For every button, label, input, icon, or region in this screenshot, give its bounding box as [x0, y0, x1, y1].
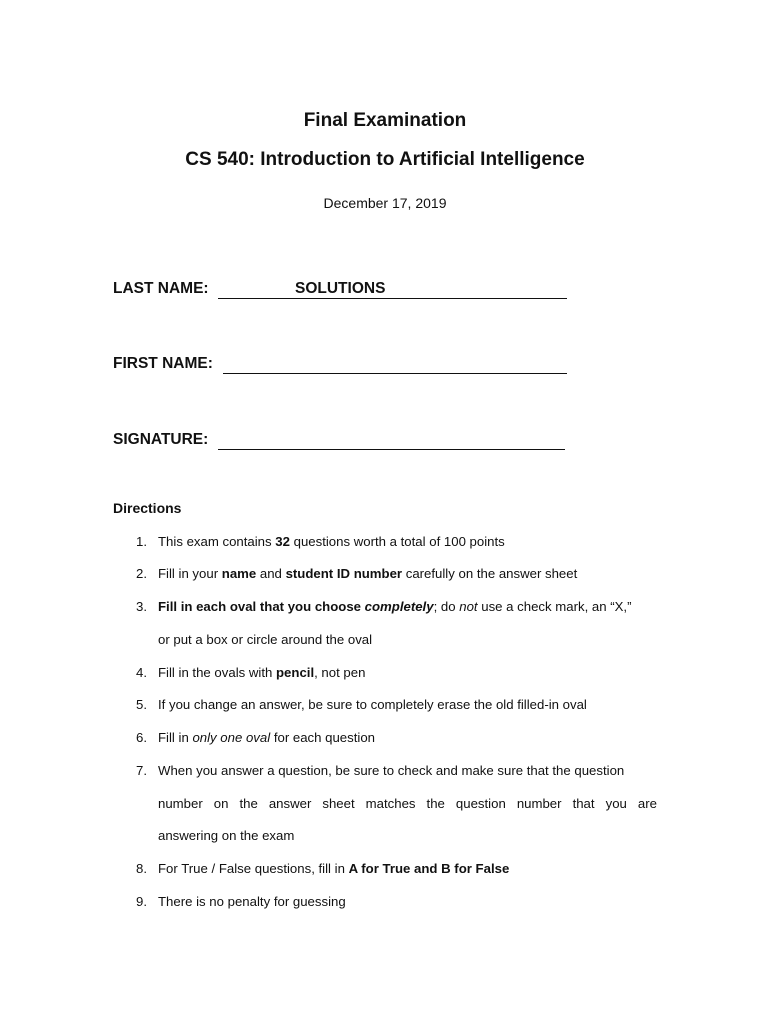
directions-heading: Directions — [113, 500, 182, 516]
first-name-label: FIRST NAME: — [113, 355, 213, 372]
direction-number: 2. — [136, 566, 147, 581]
signature-line — [218, 449, 565, 450]
direction-text: Fill in only one oval for each question — [158, 730, 375, 745]
signature-field — [113, 431, 208, 449]
direction-text: Fill in your name and student ID number carefully on the answer sheet — [158, 566, 578, 581]
direction-text: For True / False questions, fill in A for True and B for False — [158, 861, 510, 876]
direction-number: 9. — [136, 894, 147, 909]
direction-number: 1. — [136, 534, 147, 549]
direction-item-3-continued: or put a box or circle around the oval — [158, 632, 373, 647]
direction-number: 7. — [136, 763, 147, 778]
direction-item-7-line-3: answering on the exam — [158, 828, 295, 843]
last-name-field — [113, 280, 386, 298]
direction-number: 3. — [136, 599, 147, 614]
direction-number: 8. — [136, 861, 147, 876]
direction-number: 4. — [136, 665, 147, 680]
exam-title: Final Examination — [303, 110, 467, 131]
direction-text: Fill in the ovals with pencil, not pen — [158, 665, 366, 680]
direction-number: 6. — [136, 730, 147, 745]
direction-text: There is no penalty for guessing — [158, 894, 346, 909]
direction-number: 5. — [136, 697, 147, 712]
first-name-line — [223, 373, 567, 374]
direction-text: This exam contains 32 questions worth a total of 100 points — [158, 534, 505, 549]
course-title: CS 540: Introduction to Artificial Intelligence — [185, 149, 585, 170]
direction-text: When you answer a question, be sure to check and make sure that the question — [158, 763, 625, 778]
first-name-field — [113, 355, 213, 373]
last-name-value: SOLUTIONS — [295, 280, 386, 297]
exam-date: December 17, 2019 — [323, 195, 447, 211]
last-name-label: LAST NAME: — [113, 280, 209, 297]
direction-text: Fill in each oval that you choose completely; do not use a check mark, an “X,” — [158, 599, 632, 614]
signature-label: SIGNATURE: — [113, 431, 209, 448]
last-name-line — [218, 298, 567, 299]
direction-item-7-line-2: number on the answer sheet matches the question number that you are — [158, 796, 657, 811]
direction-text: If you change an answer, be sure to completely erase the old filled-in oval — [158, 697, 587, 712]
